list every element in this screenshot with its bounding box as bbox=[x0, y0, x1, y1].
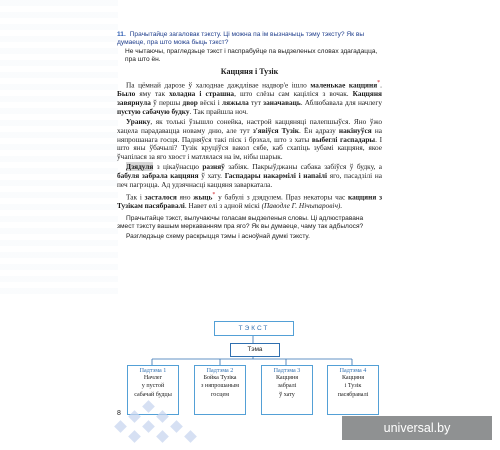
diagram-text-box: ТЭКСТ bbox=[214, 321, 294, 336]
highlighted-word: заначаваць bbox=[263, 98, 301, 108]
story-text-run: , што слёзы сам каціліся з вочак. bbox=[234, 89, 353, 99]
story-text-run: . І што яны ўбачылі? Тузік круціўся вакол сябе, каб схапіць зубамі каццяня, якое ўчапілася за яго хвост і матлялася на ім, нібы шарык. bbox=[117, 134, 382, 162]
highlighted-word: выбеглі гаспадары bbox=[311, 134, 376, 144]
highlighted-word: бабуля забрала каццяня bbox=[117, 171, 199, 181]
story-text-run: . bbox=[380, 80, 382, 90]
story-paragraph-3 bbox=[117, 163, 382, 189]
subtopic-line: з няпрошаным bbox=[201, 383, 239, 390]
story-text-run: тут bbox=[248, 98, 264, 108]
story-paragraph-2 bbox=[117, 118, 382, 162]
highlighted-word: засталося bbox=[144, 192, 177, 202]
highlighted-word: разняў bbox=[202, 162, 225, 172]
story-title: Каццяня і Тузік bbox=[220, 66, 279, 76]
highlighted-word: двор bbox=[182, 98, 198, 108]
after-paragraph-1: Прачытайце тэкст, вылучаючы голасам выдзеленыя словы. Ці адлюстравана змест тэксту вашым меркаванням пра яго? Як вы думаеце, чаму так адбылося? bbox=[117, 214, 364, 231]
subtopic-box-4 bbox=[327, 365, 379, 415]
story-text-run: вёскі і bbox=[197, 98, 222, 108]
story-text-run: ў першы bbox=[150, 98, 183, 108]
story-text-run: яго, пасадзілі на печ пагрэцца. Ад удзячнасці каццяня заваркатала. bbox=[117, 171, 382, 189]
subtopic-heading: Падтэма 4 bbox=[339, 368, 367, 374]
decorative-background bbox=[0, 0, 118, 300]
highlighted-word: Уранку bbox=[126, 116, 151, 126]
story-text-run: яно bbox=[176, 192, 194, 202]
highlighted-word: каццяня з Тузікам пасябравалі bbox=[117, 192, 382, 211]
subtopic-line: Бойка Тузіка bbox=[203, 375, 237, 381]
subtopic-line: Начлег bbox=[143, 375, 163, 381]
highlighted-word: Каццяня завярнула bbox=[117, 89, 382, 108]
story-text-run: . Аблюбавала для начлегу bbox=[300, 98, 382, 108]
story-text-run: (Паводле Г. Нічыпаровіч). bbox=[261, 201, 343, 211]
subtopic-line: Каццяня bbox=[341, 375, 365, 381]
story-text-run: . Так прайшла ноч. bbox=[189, 106, 248, 116]
task-instruction: Не чытаючы, прагледзьце тэкст і паспрабуйце па выдзеленых словах здагадацца, пра што ён. bbox=[125, 47, 378, 64]
story-text-run: ў хату. bbox=[198, 171, 225, 181]
diagram-tema-box: Тэма bbox=[230, 343, 280, 357]
highlighted-word: Дзядуля bbox=[126, 162, 154, 172]
highlighted-word: ляжыла bbox=[222, 98, 249, 108]
theme-diagram bbox=[126, 321, 378, 403]
page-number: 8 bbox=[117, 410, 121, 417]
subtopic-heading: Падтэма 1 bbox=[139, 368, 167, 374]
task-number: 11. bbox=[117, 31, 126, 38]
after-paragraph-2: Разгледзьце схему раскрыцця тэмы і асноўнай думкі тэксту. bbox=[126, 232, 310, 240]
watermark-badge: universal.by bbox=[342, 416, 492, 440]
highlighted-word: холадна і страшна bbox=[169, 89, 235, 99]
highlighted-word: Гаспадары накармілі і напаілі bbox=[224, 171, 328, 181]
subtopic-line: і Тузік bbox=[344, 383, 362, 390]
page-content bbox=[117, 31, 382, 243]
subtopic-line: госцем bbox=[210, 391, 230, 398]
decorative-diamonds bbox=[100, 392, 300, 450]
footnote-star: * bbox=[212, 191, 216, 198]
story-paragraph-1 bbox=[117, 79, 382, 117]
story-text-run: з цікаўнасцю bbox=[153, 162, 203, 172]
story-text-run: Так і bbox=[126, 192, 145, 202]
subtopic-heading: Падтэма 3 bbox=[273, 368, 301, 374]
story-paragraph-4 bbox=[117, 191, 382, 211]
story-text-run: у бабулі з дзядулем. Праз некаторы час bbox=[215, 192, 349, 202]
subtopic-line: сабачай будцы bbox=[134, 391, 172, 398]
story-text-run: Па цёмнай дарозе ў халоднае даждлівае надвор'е ішло bbox=[126, 80, 311, 90]
story-text-run: , як толькі ўзышло сонейка, настрой каццяняці палепшыўся. Яно ўжо хацела парадавацца новаму дню, але тут bbox=[117, 116, 382, 135]
subtopic-line: у пустой bbox=[141, 383, 165, 390]
footnote-star: * bbox=[377, 80, 381, 87]
subtopic-line: забралі bbox=[277, 383, 297, 390]
highlighted-word: накінуўся bbox=[338, 125, 372, 135]
story-text-run: на няпрошанага госця. Падняўся такі піск і брэхал, што з хаты bbox=[117, 125, 382, 144]
highlighted-word: жыць bbox=[193, 192, 213, 202]
highlighted-word: Было bbox=[117, 89, 136, 99]
highlighted-word: з'явіўся Тузік bbox=[252, 125, 299, 135]
story-text bbox=[117, 79, 382, 211]
task-question: Прачытайце загаловак тэксту. Ці можна па ім вызначыць тэму тэксту? Як вы думаеце, пра што можа быць тэкст? bbox=[117, 31, 365, 47]
story-text-run: забіяк. Пакрыўджаны сабака забіўся ў будку, а bbox=[224, 162, 382, 172]
subtopic-line: ў хату bbox=[279, 391, 295, 398]
highlighted-word: маленькае каццяня bbox=[310, 80, 378, 90]
story-text-run: яму так bbox=[135, 89, 170, 99]
subtopic-line: пасябравалі bbox=[337, 391, 369, 398]
highlighted-word: пустую сабачую будку bbox=[117, 106, 190, 116]
subtopic-line: Каццяня bbox=[275, 375, 299, 381]
after-task-text bbox=[117, 215, 382, 241]
task-11 bbox=[117, 31, 382, 65]
story-text-run: . Навет елі з адной міскі bbox=[184, 201, 262, 211]
story-text-run: . Ён адразу bbox=[299, 125, 339, 135]
subtopic-heading: Падтэма 2 bbox=[206, 368, 234, 374]
